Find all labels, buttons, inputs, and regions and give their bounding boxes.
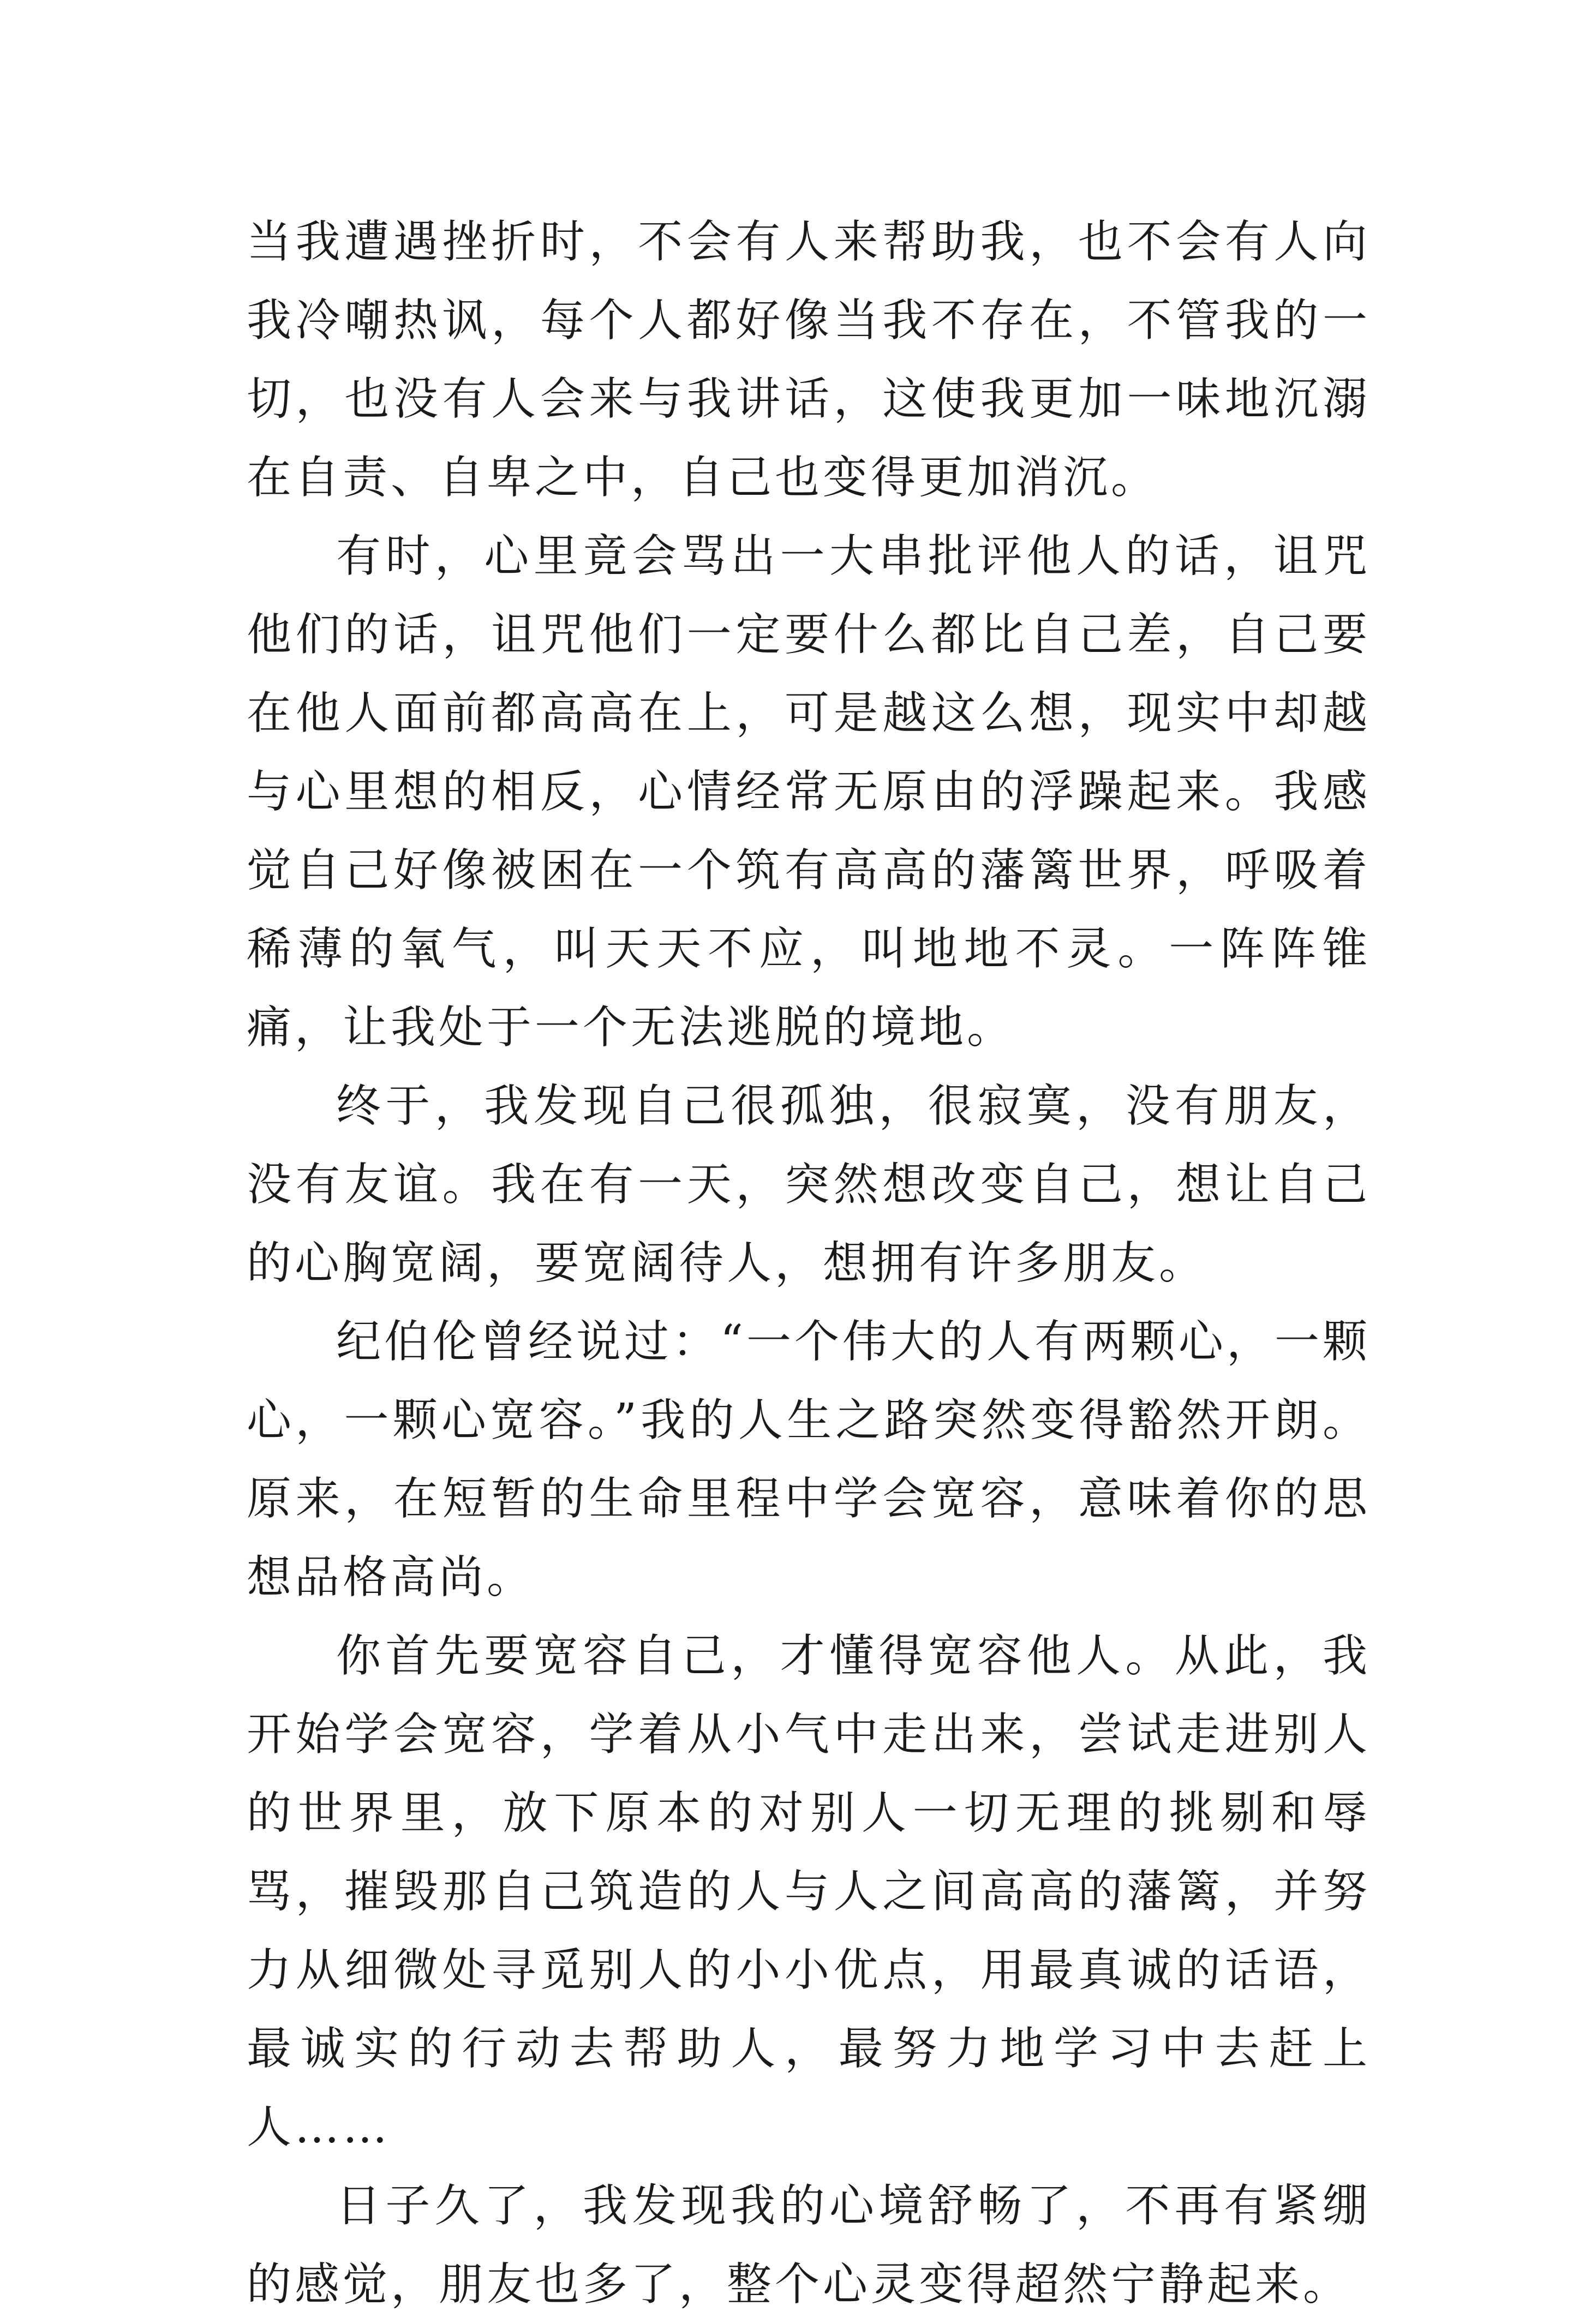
paragraph-3: 终于，我发现自己很孤独，很寂寞，没有朋友，没有友谊。我在有一天，突然想改变自己，想让自己的心胸宽阔，要宽阔待人，想拥有许多朋友。 — [247, 1080, 1371, 1289]
body-text — [247, 203, 1371, 2324]
paragraph-6: 日子久了，我发现我的心境舒畅了，不再有紧绷的感觉，朋友也多了，整个心灵变得超然宁静起来。 — [247, 2180, 1371, 2310]
paragraph-4: 纪伯伦曾经说过：“一个伟大的人有两颗心，一颗心，一颗心宽容。”我的人生之路突然变得豁然开朗。原来，在短暂的生命里程中学会宽容，意味着你的思想品格高尚。 — [247, 1316, 1371, 1603]
paragraph-1: 当我遭遇挫折时，不会有人来帮助我，也不会有人向我冷嘲热讽，每个人都好像当我不存在，不管我的一切，也没有人会来与我讲话，这使我更加一味地沉溺在自责、自卑之中，自己也变得更加消沉。 — [247, 216, 1371, 504]
paragraph-2: 有时，心里竟会骂出一大串批评他人的话，诅咒他们的话，诅咒他们一定要什么都比自己差，自己要在他人面前都高高在上，可是越这么想，现实中却越与心里想的相反，心情经常无原由的浮躁起来。我感觉自己好像被困在一个筑有高高的藩篱世界，呼吸着稀薄的氧气，叫天天不应，叫地地不灵。一阵阵锥痛，让我处于一个无法逃脱的境地。 — [247, 530, 1371, 1053]
paragraph-5: 你首先要宽容自己，才懂得宽容他人。从此，我开始学会宽容，学着从小气中走出来，尝试走进别人的世界里，放下原本的对别人一切无理的挑剔和辱骂，摧毁那自己筑造的人与人之间高高的藩篱，并努力从细微处寻觅别人的小小优点，用最真诚的话语，最诚实的行动去帮助人，最努力地学习中去赶上人…… — [247, 1630, 1371, 2153]
